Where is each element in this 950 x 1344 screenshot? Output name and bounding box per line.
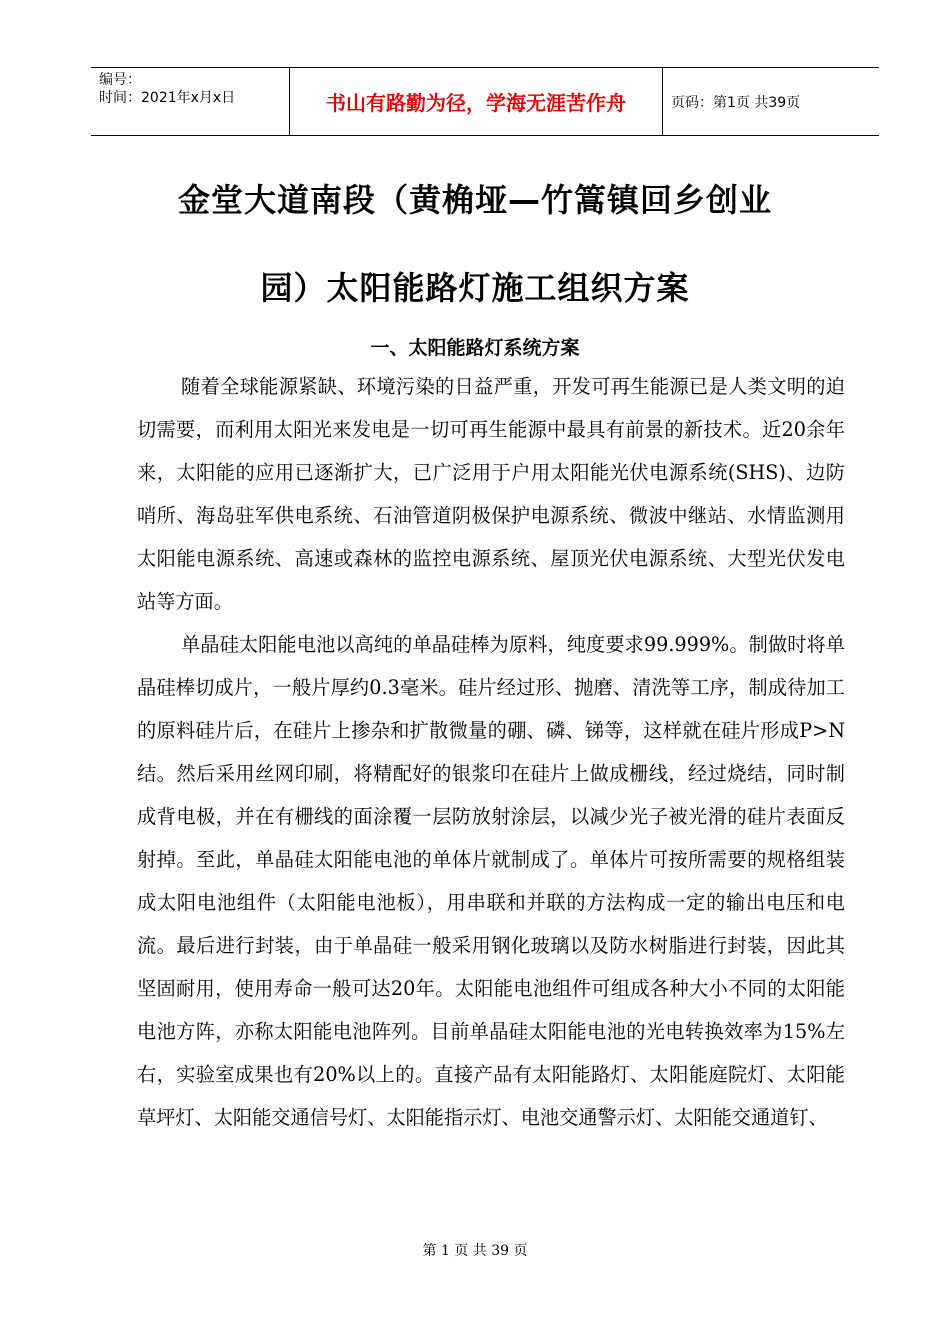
document-title-line-1: 金堂大道南段（黄桷垭—竹篙镇回乡创业 [177, 181, 772, 219]
document-title-line-2: 园）太阳能路灯施工组织方案 [260, 269, 690, 307]
header-meta-cell [91, 68, 290, 135]
header-motto-cell [290, 68, 663, 135]
header-motto: 书山有路勤为径，学海无涯苦作舟 [326, 91, 626, 115]
page-footer: 第 1 页 共 39 页 [422, 1243, 528, 1259]
header-time-label: 时间：2021年x月x日 [99, 90, 236, 106]
body-paragraph-2: 单晶硅太阳能电池以高纯的单晶硅棒为原料，纯度要求99.999%。制做时将单晶硅棒切成片，一般片厚约0.3毫米。硅片经过形、抛磨、清洗等工序，制成待加工的原料硅片后，在硅片上掺杂和扩散微量的硼、磷、锑等，这样就在硅片形成P>N结。然后采用丝网印刷，将精配好的银浆印在硅片上做成栅线，经过烧结，同时制成背电极，并在有栅线的面涂覆一层防放射涂层，以减少光子被光滑的硅片表面反射掉。至此，单晶硅太阳能电池的单体片就制成了。单体片可按所需要的规格组装成太阳电池组件（太阳能电池板），用串联和并联的方法构成一定的输出电压和电流。最后进行封装，由于单晶硅一般采用钢化玻璃以及防水树脂进行封装，因此其坚固耐用，使用寿命一般可达20年。太阳能电池组件可组成各种大小不同的太阳能电池方阵，亦称太阳能电池阵列。目前单晶硅太阳能电池的光电转换效率为15%左右，实验室成果也有20%以上的。直接产品有太阳能路灯、太阳能庭院灯、太阳能草坪灯、太阳能交通信号灯、太阳能指示灯、电池交通警示灯、太阳能交通道钉、 [137, 633, 845, 1129]
header-number-label: 编号： [99, 72, 141, 88]
header-page-cell [663, 68, 879, 135]
header-page-info: 页码：第1页 共39页 [671, 94, 801, 111]
document-header [91, 67, 879, 136]
body-paragraph-1: 随着全球能源紧缺、环境污染的日益严重，开发可再生能源已是人类文明的迫切需要，而利用太阳光来发电是一切可再生能源中最具有前景的新技术。近20余年来，太阳能的应用已逐渐扩大，已广泛用于户用太阳能光伏电源系统(SHS)、边防哨所、海岛驻军供电系统、石油管道阴极保护电源系统、微波中继站、水情监测用太阳能电源系统、高速或森林的监控电源系统、屋顶光伏电源系统、大型光伏发电站等方面。 [137, 375, 845, 613]
section-heading: 一、太阳能路灯系统方案 [370, 337, 580, 359]
